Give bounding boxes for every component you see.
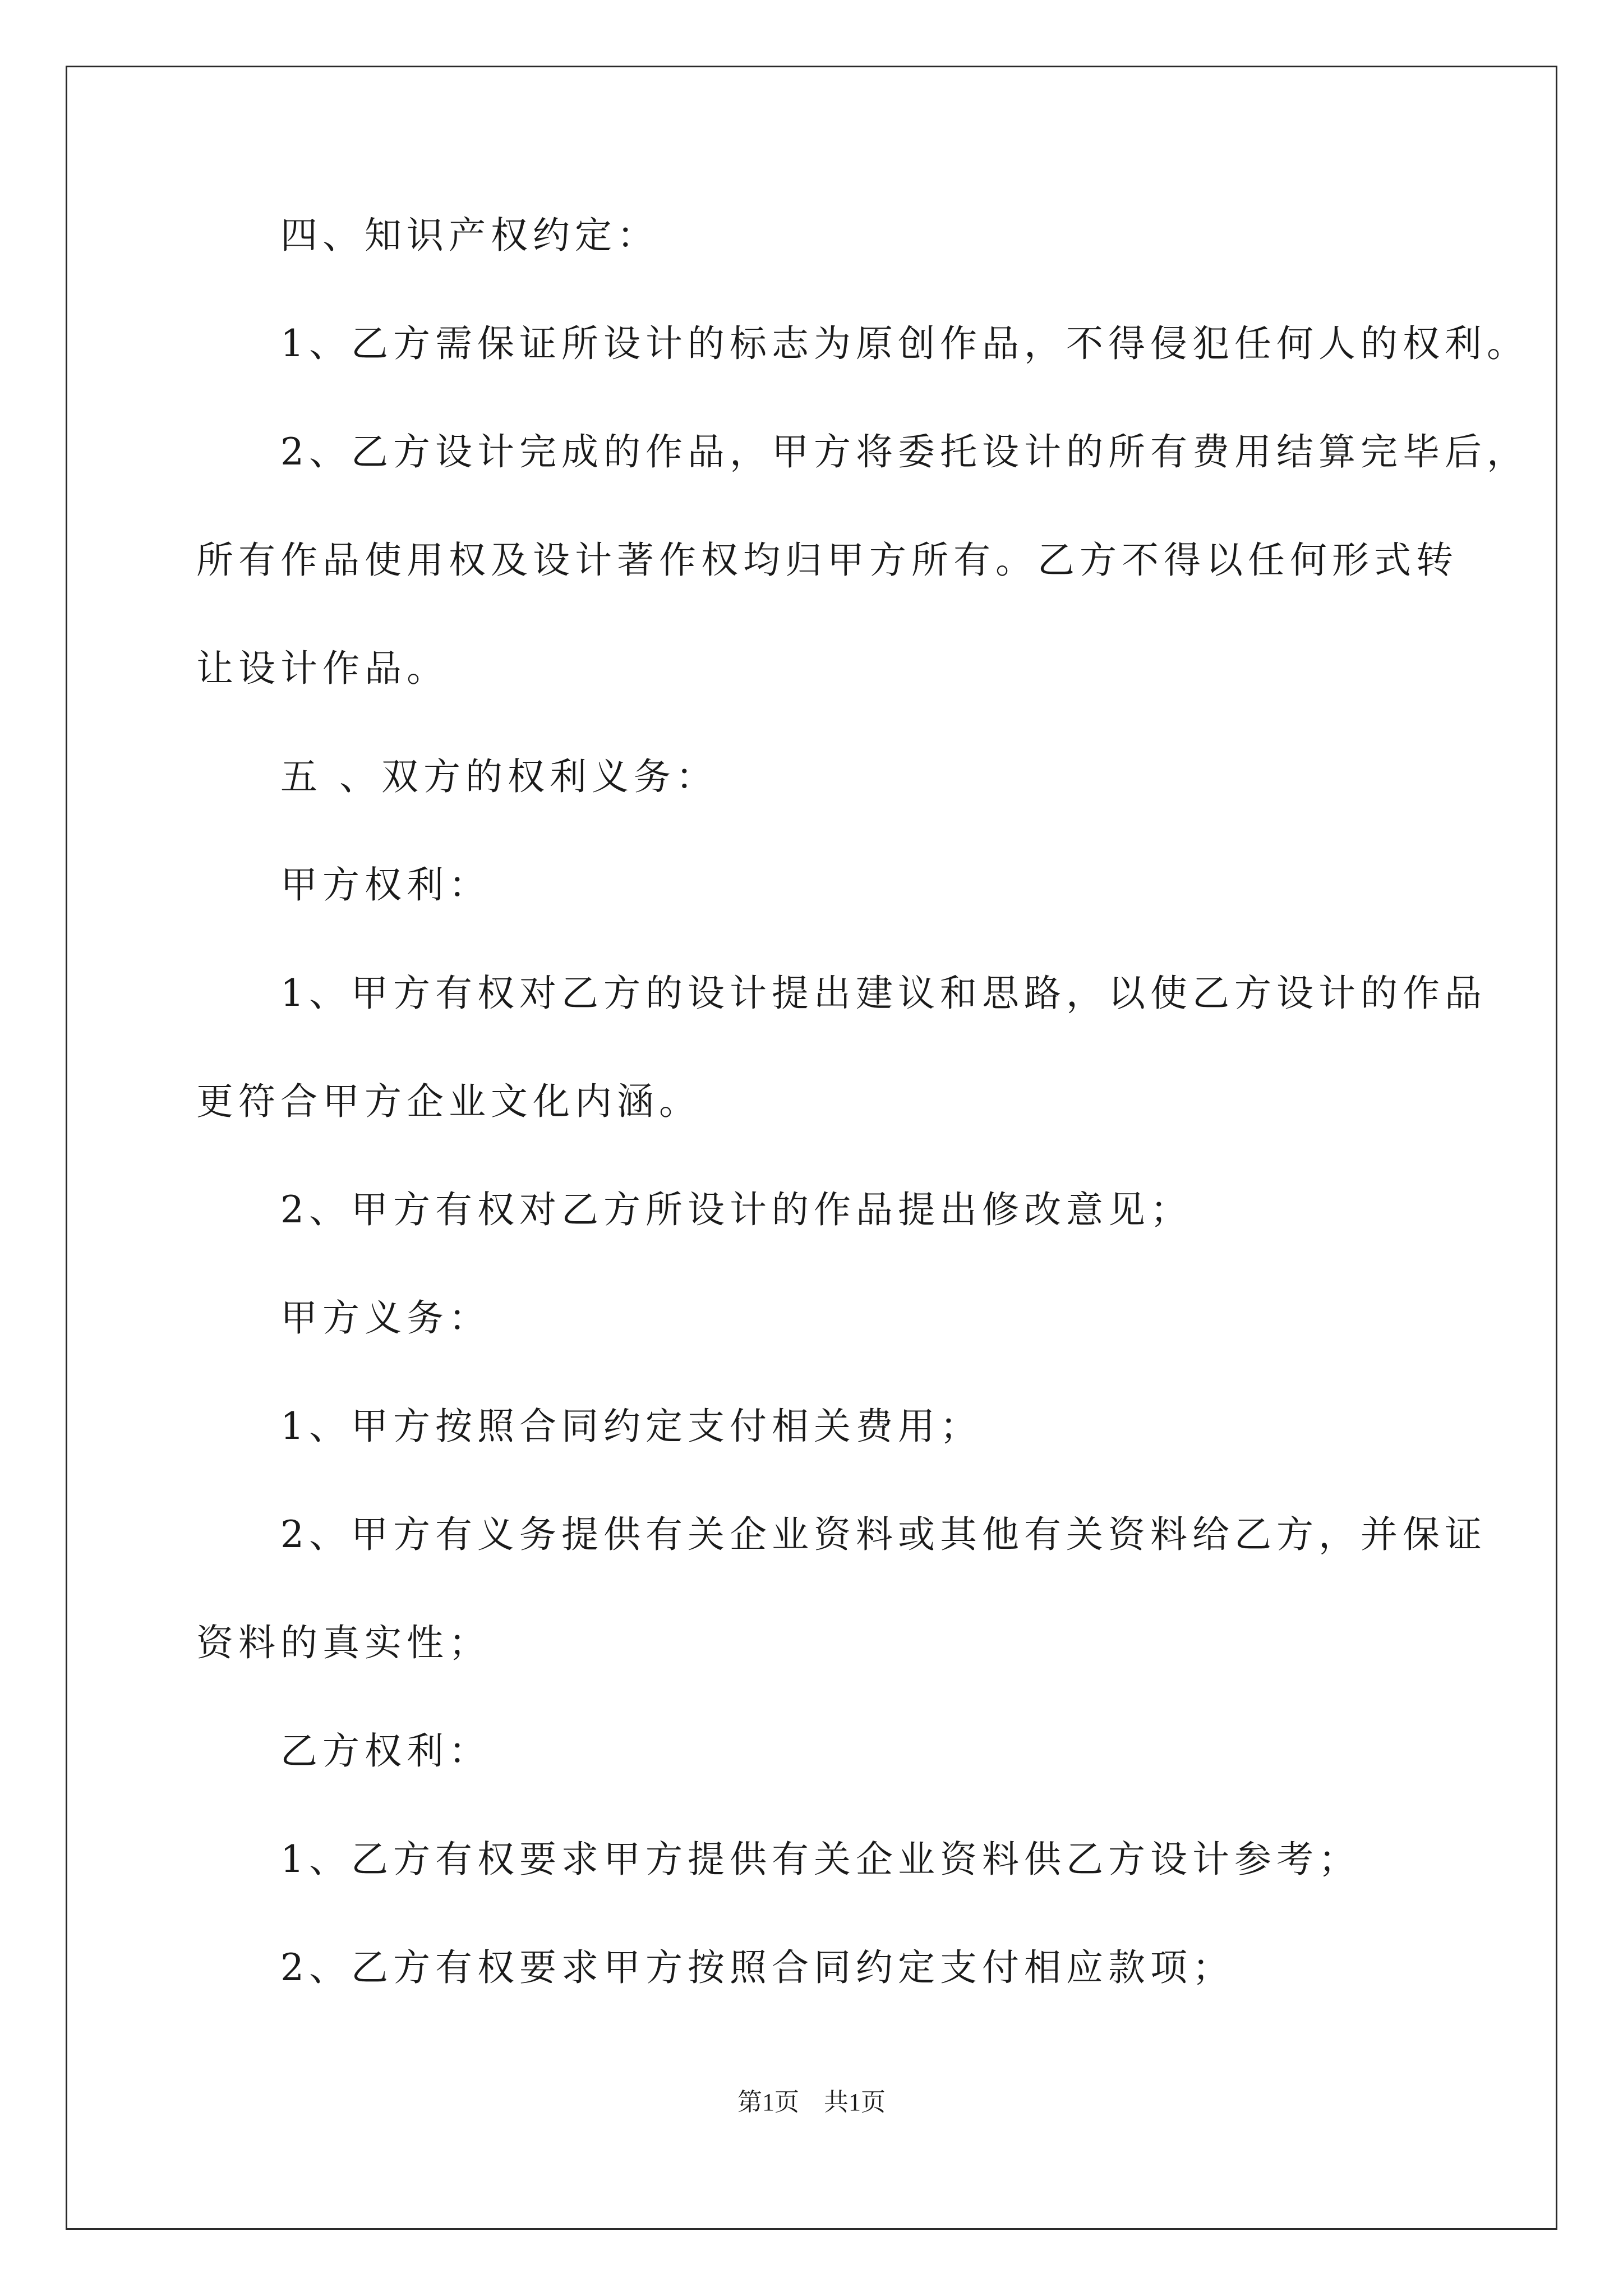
page-border <box>66 66 1557 2230</box>
subheading-party-a-obligations: 甲方义务： <box>280 1296 491 1340</box>
paragraph-line: 2、甲方有义务提供有关企业资料或其他有关资料给乙方，并保证 <box>280 1513 1487 1556</box>
paragraph-line: 1、乙方需保证所设计的标志为原创作品，不得侵犯任何人的权利。 <box>280 322 1529 365</box>
paragraph-line: 1、甲方按照合同约定支付相关费用； <box>280 1405 982 1448</box>
section-heading-ip: 四、知识产权约定： <box>280 214 659 257</box>
subheading-party-a-rights: 甲方权利： <box>280 863 491 907</box>
section-heading-rights: 五 、双方的权利义务： <box>280 755 718 798</box>
paragraph-line: 1、甲方有权对乙方的设计提出建议和思路，以使乙方设计的作品 <box>280 972 1487 1015</box>
page-number-footer: 第1页 共1页 <box>737 2088 886 2116</box>
paragraph-line: 2、甲方有权对乙方所设计的作品提出修改意见； <box>280 1188 1192 1231</box>
paragraph-line: 2、乙方设计完成的作品，甲方将委托设计的所有费用结算完毕后， <box>280 430 1529 473</box>
paragraph-line: 2、乙方有权要求甲方按照合同约定支付相应款项； <box>280 1946 1234 1989</box>
paragraph-line: 资料的真实性； <box>196 1621 491 1664</box>
paragraph-line: 1、乙方有权要求甲方提供有关企业资料供乙方设计参考； <box>280 1838 1361 1881</box>
paragraph-line: 所有作品使用权及设计著作权均归甲方所有。乙方不得以任何形式转 <box>196 539 1458 582</box>
paragraph-line: 让设计作品。 <box>196 647 449 690</box>
paragraph-line: 更符合甲方企业文化内涵。 <box>196 1080 701 1123</box>
subheading-party-b-rights: 乙方权利： <box>280 1729 491 1773</box>
